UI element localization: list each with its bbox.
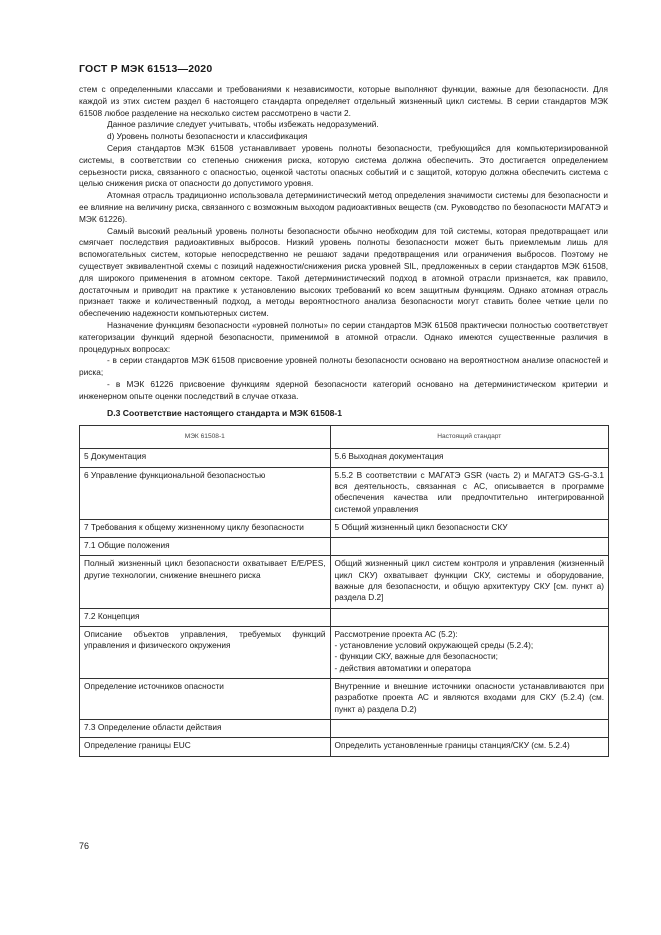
- this-standard-cell: Внутренние и внешние источники опасности устанавливаются при разработке проекта АС и являются входами для СКУ (5.2.4) (см. пункт а) раздела D.2): [330, 679, 608, 720]
- iec-61508-cell: Определение источников опасности: [80, 679, 331, 720]
- list-heading: d) Уровень полноты безопасности и классификация: [107, 131, 308, 142]
- page-number: 76: [79, 841, 90, 851]
- list-item: - в МЭК 61226 присвоение функциям ядерной безопасности категорий основано на детерминистическом критерии и инженерном опыте оценки последствий в случае отказа.: [79, 378, 608, 401]
- iec-61508-cell: 5 Документация: [80, 449, 331, 467]
- table-row: [80, 719, 609, 737]
- iec-61508-cell: Описание объектов управления, требуемых функций управления и физического окружения: [80, 626, 331, 678]
- this-standard-cell: [330, 608, 608, 626]
- paragraph: Самый высокий реальный уровень полноты безопасности обычно необходим для той системы, которая предотвращает или смягчает последствия радиоактивных выбросов. Низкий уровень полноты безопасности может быть приемлемым лишь для вспомогательных систем, которые непосредственно не решают задачи предотвращения или ограничения выбросов. Поэтому не существует эквивалентной схемы с позиций надежности/снижения риска уровней SIL, предложенных в серии стандартов МЭК 61508, для широкого применения в атомном секторе. Такой детерминистический подход в атомной отрасли признается, как правило, достаточным и приводит на практике к установлению высоких требований ко всем защитным функциям. Однако атомная отрасль признает также и количественный подход, а методы вероятностного анализа безопасности могут ставить более четкие цели по обеспечению надежности компьютерных систем.: [79, 225, 608, 319]
- table-body: [80, 449, 609, 756]
- iec-61508-cell: 6 Управление функциональной безопасностью: [80, 467, 331, 519]
- table-row: [80, 449, 609, 467]
- table-row: [80, 556, 609, 608]
- table-row: [80, 679, 609, 720]
- paragraph: Данное различие следует учитывать, чтобы избежать недоразумений.: [107, 119, 379, 130]
- paragraph: стем с определенными классами и требованиями к независимости, которые выполняют функции, важные для безопасности. Для каждой из этих систем раздел 6 настоящего стандарта определяет отдельный жизненный цикл системы. В серии стандартов МЭК 61508 любое разделение на несколько систем рассмотрено в части 2.: [79, 84, 608, 118]
- table-row: [80, 467, 609, 519]
- this-standard-cell: Рассмотрение проекта АС (5.2): - установление условий окружающей среды (5.2.4); - функции СКУ, важные для безопасности; - действия автоматики и оператора: [330, 626, 608, 678]
- document-body: [79, 84, 608, 757]
- iec-61508-cell: Определение границы EUC: [80, 738, 331, 756]
- this-standard-cell: 5.5.2 В соответствии с МАГАТЭ GSR (часть 2) и МАГАТЭ GS-G-3.1 вся деятельность, связанная с АС, описывается в программе обеспечения качества или предпочтительно интегрированной системой управления: [330, 467, 608, 519]
- table-row: [80, 626, 609, 678]
- table-row: [80, 608, 609, 626]
- this-standard-cell: [330, 538, 608, 556]
- iec-61508-cell: 7.3 Определение области действия: [80, 719, 331, 737]
- iec-61508-cell: Полный жизненный цикл безопасности охватывает E/E/PES, другие технологии, снижение внешнего риска: [80, 556, 331, 608]
- this-standard-cell: Определить установленные границы станция/СКУ (см. 5.2.4): [330, 738, 608, 756]
- column-header: МЭК 61508-1: [80, 426, 331, 449]
- iec-61508-cell: 7.2 Концепция: [80, 608, 331, 626]
- iec-61508-cell: 7.1 Общие положения: [80, 538, 331, 556]
- paragraph: Атомная отрасль традиционно использовала детерминистический метод определения значимости системы для безопасности и ее влияние на величину риска, связанного с возможным выходом радиоактивных веществ (см. Руководство по безопасности МАГАТЭ и МЭК 61226).: [79, 190, 608, 224]
- this-standard-cell: Общий жизненный цикл систем контроля и управления (жизненный цикл СКУ) охватывает функции СКУ, системы и оборудование, важные для безопасности, и общую архитектуру СКУ [см. пункт а) раздела D.2]: [330, 556, 608, 608]
- this-standard-cell: [330, 719, 608, 737]
- column-header: Настоящий стандарт: [330, 426, 608, 449]
- table-row: [80, 538, 609, 556]
- this-standard-cell: 5.6 Выходная документация: [330, 449, 608, 467]
- iec-61508-cell: 7 Требования к общему жизненному циклу безопасности: [80, 519, 331, 537]
- comparison-table: [79, 425, 609, 756]
- document-header: ГОСТ Р МЭК 61513—2020: [79, 63, 213, 75]
- list-item: - в серии стандартов МЭК 61508 присвоение уровней полноты безопасности основано на вероятностном анализе опасностей и риска;: [79, 355, 608, 378]
- table-row: [80, 738, 609, 756]
- table-header-row: [80, 426, 609, 449]
- paragraph: Назначение функциям безопасности «уровней полноты» по серии стандартов МЭК 61508 практически полностью соответствует категоризации функций ядерной безопасности, применимой в атомной отрасли. Однако имеются существенные различия в процедурных вопросах:: [79, 319, 608, 354]
- paragraph: Серия стандартов МЭК 61508 устанавливает уровень полноты безопасности, требующийся для компьютеризированной системы, в соответствии со степенью снижения риска, которую система должна обеспечить. Это достигается определением серьезности риска, связанного с опасностью, оценкой частоты опасных событий и с защитой, которую должна обеспечить система с целью снижения риска от опасности до допустимого уровня.: [79, 142, 608, 189]
- this-standard-cell: 5 Общий жизненный цикл безопасности СКУ: [330, 519, 608, 537]
- table-row: [80, 519, 609, 537]
- section-title: D.3 Соответствие настоящего стандарта и МЭК 61508-1: [107, 407, 343, 418]
